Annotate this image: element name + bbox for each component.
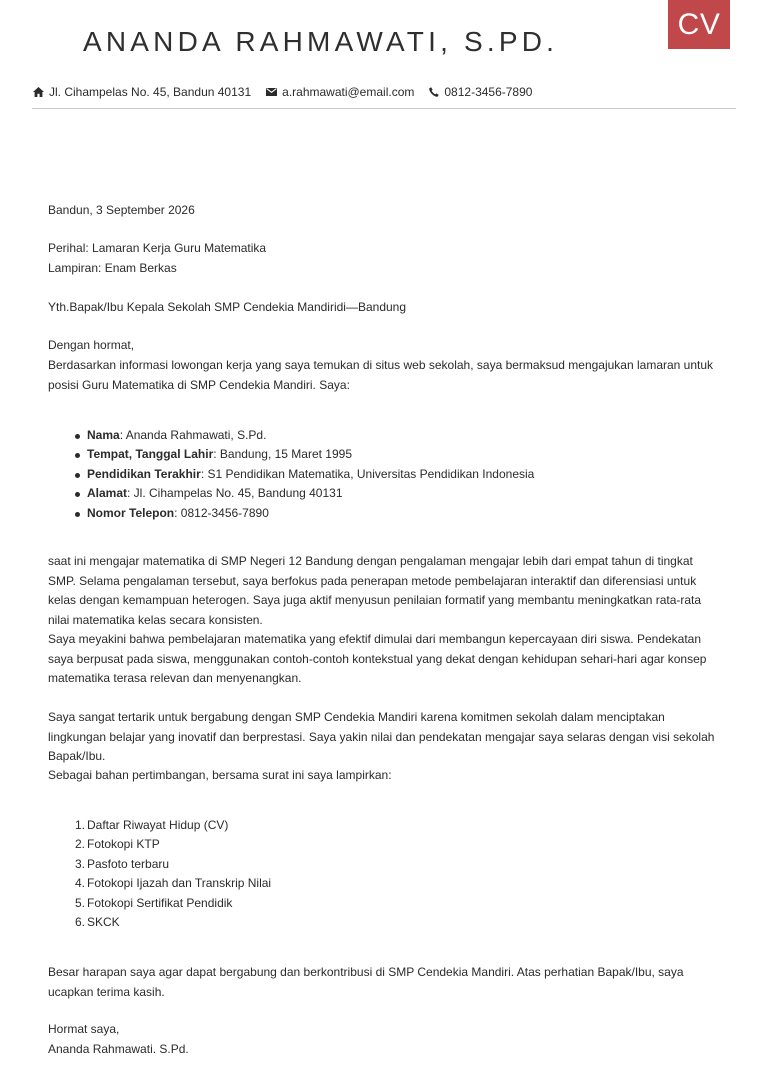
recipient: Yth.Bapak/Ibu Kepala Sekolah SMP Cendekia Mandiridi—Bandung	[48, 300, 407, 314]
detail-label: Nama	[87, 428, 120, 442]
detail-label: Pendidikan Terakhir	[87, 466, 201, 481]
detail-phone	[48, 504, 718, 523]
detail-address	[48, 484, 718, 503]
phone-icon	[429, 87, 439, 97]
attachment-number: 3.	[75, 856, 86, 871]
detail-value: : Bandung, 15 Maret 1995	[213, 447, 353, 462]
email-link[interactable]: a.rahmawati@email.com	[282, 85, 415, 99]
contact-phone	[429, 85, 532, 99]
detail-name	[48, 426, 718, 445]
place-date: Bandun, 3 September 2026	[48, 203, 195, 217]
attachment-text: Fotokopi Sertifikat Pendidik	[87, 895, 233, 910]
detail-label: Tempat, Tanggal Lahir	[87, 447, 214, 462]
detail-education	[48, 465, 718, 484]
attachments-list	[48, 816, 718, 932]
applicant-name: ANANDA RAHMAWATI, S.PD.	[83, 26, 559, 57]
contact-address	[33, 85, 251, 99]
attachment-number: 2.	[75, 837, 86, 852]
approach-paragraph: Saya meyakini bahwa pembelajaran matematika yang efektif dimulai dari membangun kepercayaan diri siswa. Pendekatan saya berpusat pada siswa, menggunakan contoh-contoh kontekstual yang dekat dengan kehidupan sehari-hari agar konsep matematika terasa relevan dan menyenangkan.	[48, 632, 707, 685]
attachment-item	[48, 874, 718, 893]
experience-paragraph: saat ini mengajar matematika di SMP Negeri 12 Bandung dengan pengalaman mengajar lebih dari empat tahun di tingkat SMP. Selama pengalaman tersebut, saya berfokus pada penerapan metode pembelajaran interaktif dan diferensiasi untuk kelas dengan kemampuan heterogen. Saya juga aktif menyusun penilaian formatif yang membantu meningkatkan rata-rata nilai matematika kelas secara konsisten.	[48, 554, 702, 627]
attachment-text: SKCK	[87, 915, 120, 930]
attachment-text: Fotokopi KTP	[87, 837, 160, 852]
envelope-icon	[266, 88, 277, 96]
closing-paragraph: Besar harapan saya agar dapat bergabung dan berkontribusi di SMP Cendekia Mandiri. Atas perhatian Bapak/Ibu, saya ucapkan terima kasih.	[48, 965, 684, 999]
detail-value: : Ananda Rahmawati, S.Pd.	[119, 428, 267, 442]
subject-line: Perihal: Lamaran Kerja Guru Matematika	[48, 241, 267, 255]
attachment-count: Lampiran: Enam Berkas	[48, 261, 177, 275]
motivation-paragraph: Saya sangat tertarik untuk bergabung dengan SMP Cendekia Mandiri karena komitmen sekolah dalam menciptakan lingkungan belajar yang inovatif dan berprestasi. Saya yakin nilai dan pendekatan mengajar saya selaras dengan visi sekolah Bapak/Ibu.	[48, 710, 715, 763]
cv-badge: CV	[668, 0, 730, 49]
attachment-item	[48, 835, 718, 854]
detail-label: Nomor Telepon	[87, 505, 175, 520]
detail-value: : Jl. Cihampelas No. 45, Bandung 40131	[127, 486, 343, 501]
attachment-item	[48, 855, 718, 874]
salutation: Dengan hormat,	[48, 338, 135, 352]
contact-email	[266, 85, 414, 99]
detail-label: Alamat	[87, 486, 128, 501]
attachment-text: Pasfoto terbaru	[87, 856, 170, 871]
attachment-text: Daftar Riwayat Hidup (CV)	[87, 818, 229, 832]
detail-birth	[48, 445, 718, 464]
address-text: Jl. Cihampelas No. 45, Bandun 40131	[49, 85, 252, 99]
phone-text: 0812-3456-7890	[444, 85, 533, 99]
attachment-number: 1.	[75, 818, 86, 832]
attachment-number: 6.	[75, 915, 86, 930]
header-divider	[32, 108, 736, 109]
regards: Hormat saya,	[48, 1022, 120, 1036]
detail-value: : 0812-3456-7890	[174, 505, 269, 520]
home-icon	[33, 87, 44, 97]
contact-bar	[33, 83, 547, 101]
attachments-intro: Sebagai bahan pertimbangan, bersama surat ini saya lampirkan:	[48, 768, 392, 782]
attachment-number: 5.	[75, 895, 86, 910]
attachment-item	[48, 816, 718, 835]
signature-name: Ananda Rahmawati. S.Pd.	[48, 1042, 189, 1056]
attachment-text: Fotokopi Ijazah dan Transkrip Nilai	[87, 876, 272, 891]
detail-value: : S1 Pendidikan Matematika, Universitas Pendidikan Indonesia	[200, 466, 535, 481]
attachment-item	[48, 913, 718, 932]
attachment-item	[48, 894, 718, 913]
applicant-details-list	[48, 426, 718, 523]
intro-paragraph: Berdasarkan informasi lowongan kerja yang saya temukan di situs web sekolah, saya bermaksud mengajukan lamaran untuk posisi Guru Matematika di SMP Cendekia Mandiri. Saya:	[48, 358, 714, 392]
attachment-number: 4.	[75, 876, 86, 891]
